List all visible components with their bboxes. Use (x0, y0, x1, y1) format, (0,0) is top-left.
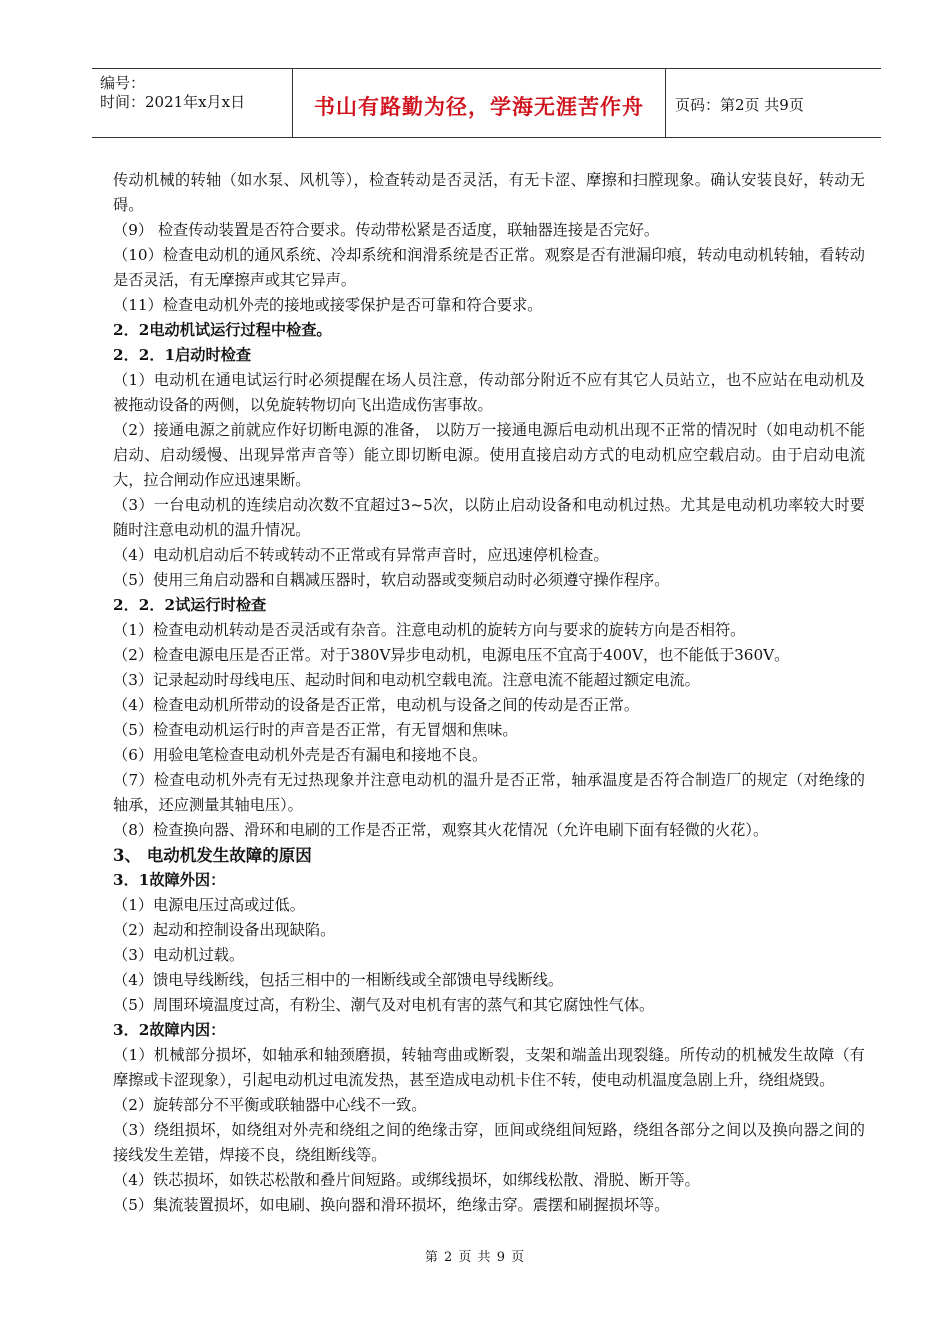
body-paragraph: （1）检查电动机转动是否灵活或有杂音。注意电动机的旋转方向与要求的旋转方向是否相符。 (113, 621, 746, 639)
body-paragraph: （3）电动机过载。 (113, 946, 245, 964)
header-motto-cell (292, 69, 666, 137)
document-body (113, 168, 865, 1218)
body-paragraph: （7）检查电动机外壳有无过热现象并注意电动机的温升是否正常，轴承温度是否符合制造厂的规定（对绝缘的轴承，还应测量其轴电压）。 (113, 771, 865, 814)
body-paragraph: （5）周围环境温度过高，有粉尘、潮气及对电机有害的蒸气和其它腐蚀性气体。 (113, 996, 655, 1014)
body-paragraph: （4）馈电导线断线，包括三相中的一相断线或全部馈电导线断线。 (113, 971, 564, 989)
body-paragraph: （8）检查换向器、滑环和电刷的工作是否正常，观察其火花情况（允许电刷下面有轻微的火花）。 (113, 821, 769, 839)
body-paragraph: （1）电动机在通电试运行时必须提醒在场人员注意，传动部分附近不应有其它人员站立，也不应站在电动机及被拖动设备的两侧，以免旋转物切向飞出造成伤害事故。 (113, 371, 865, 414)
section-heading: 3．2故障内因： (113, 1021, 226, 1039)
body-paragraph: （2）起动和控制设备出现缺陷。 (113, 921, 336, 939)
body-paragraph: （4）检查电动机所带动的设备是否正常，电动机与设备之间的传动是否正常。 (113, 696, 640, 714)
section-heading: 2．2电动机试运行过程中检查。 (113, 321, 332, 339)
document-number-label: 编号： (100, 74, 146, 92)
body-paragraph: （4）电动机启动后不转或转动不正常或有异常声音时，应迅速停机检查。 (113, 546, 609, 564)
body-paragraph: （5）使用三角启动器和自耦减压器时，软启动器或变频启动时必须遵守操作程序。 (113, 571, 670, 589)
section-heading: 3、 电动机发生故障的原因 (113, 846, 312, 865)
page-footer: 第 2 页 共 9 页 (424, 1250, 526, 1265)
header-page-cell (666, 69, 881, 137)
body-paragraph: （1）机械部分损坏，如轴承和轴颈磨损，转轴弯曲或断裂，支架和端盖出现裂缝。所传动的机械发生故障（有摩擦或卡涩现象），引起电动机过电流发热，甚至造成电动机卡住不转，使电动机温度急剧上升，绕组烧毁。 (113, 1046, 865, 1089)
body-paragraph: （5）检查电动机运行时的声音是否正常，有无冒烟和焦味。 (113, 721, 518, 739)
body-paragraph: 传动机械的转轴（如水泵、风机等），检查转动是否灵活，有无卡涩、摩擦和扫膛现象。确认安装良好，转动无碍。 (113, 171, 865, 214)
body-paragraph: （11）检查电动机外壳的接地或接零保护是否可靠和符合要求。 (113, 296, 543, 314)
section-heading: 2．2．1启动时检查 (113, 346, 252, 364)
body-paragraph: （2）检查电源电压是否正常。对于380V异步电动机，电源电压不宜高于400V，也不能低于360V。 (113, 646, 790, 664)
document-time-label: 时间：2021年x月x日 (100, 93, 246, 111)
body-paragraph: （5）集流装置损坏，如电刷、换向器和滑环损坏，绝缘击穿。震摆和刷握损坏等。 (113, 1196, 670, 1214)
body-paragraph: （9） 检查传动装置是否符合要求。传动带松紧是否适度，联轴器连接是否完好。 (113, 221, 660, 239)
body-paragraph: （6）用验电笔检查电动机外壳是否有漏电和接地不良。 (113, 746, 488, 764)
section-heading: 2．2．2试运行时检查 (113, 596, 267, 614)
body-paragraph: （3）记录起动时母线电压、起动时间和电动机空载电流。注意电流不能超过额定电流。 (113, 671, 700, 689)
body-paragraph: （2）旋转部分不平衡或联轴器中心线不一致。 (113, 1096, 427, 1114)
header-meta-cell (92, 69, 292, 137)
section-heading: 3．1故障外因： (113, 871, 226, 889)
body-paragraph: （1）电源电压过高或过低。 (113, 896, 305, 914)
body-paragraph: （3）一台电动机的连续启动次数不宜超过3~5次，以防止启动设备和电动机过热。尤其是电动机功率较大时要随时注意电动机的温升情况。 (113, 496, 865, 539)
header-motto: 书山有路勤为径，学海无涯苦作舟 (314, 94, 644, 119)
header-page-number: 页码：第2页 共9页 (675, 96, 804, 114)
body-paragraph: （4）铁芯损坏，如铁芯松散和叠片间短路。或绑线损坏，如绑线松散、滑脱、断开等。 (113, 1171, 700, 1189)
page-header (92, 68, 881, 138)
body-paragraph: （3）绕组损坏，如绕组对外壳和绕组之间的绝缘击穿，匝间或绕组间短路，绕组各部分之间以及换向器之间的接线发生差错，焊接不良，绕组断线等。 (113, 1121, 865, 1164)
body-paragraph: （10）检查电动机的通风系统、冷却系统和润滑系统是否正常。观察是否有泄漏印痕，转动电动机转轴，看转动是否灵活，有无摩擦声或其它异声。 (113, 246, 865, 289)
body-paragraph: （2）接通电源之前就应作好切断电源的准备， 以防万一接通电源后电动机出现不正常的情况时（如电动机不能启动、启动缓慢、出现异常声音等）能立即切断电源。使用直接启动方式的电动机应空载启动。由于启动电流大，拉合闸动作应迅速果断。 (113, 421, 865, 489)
